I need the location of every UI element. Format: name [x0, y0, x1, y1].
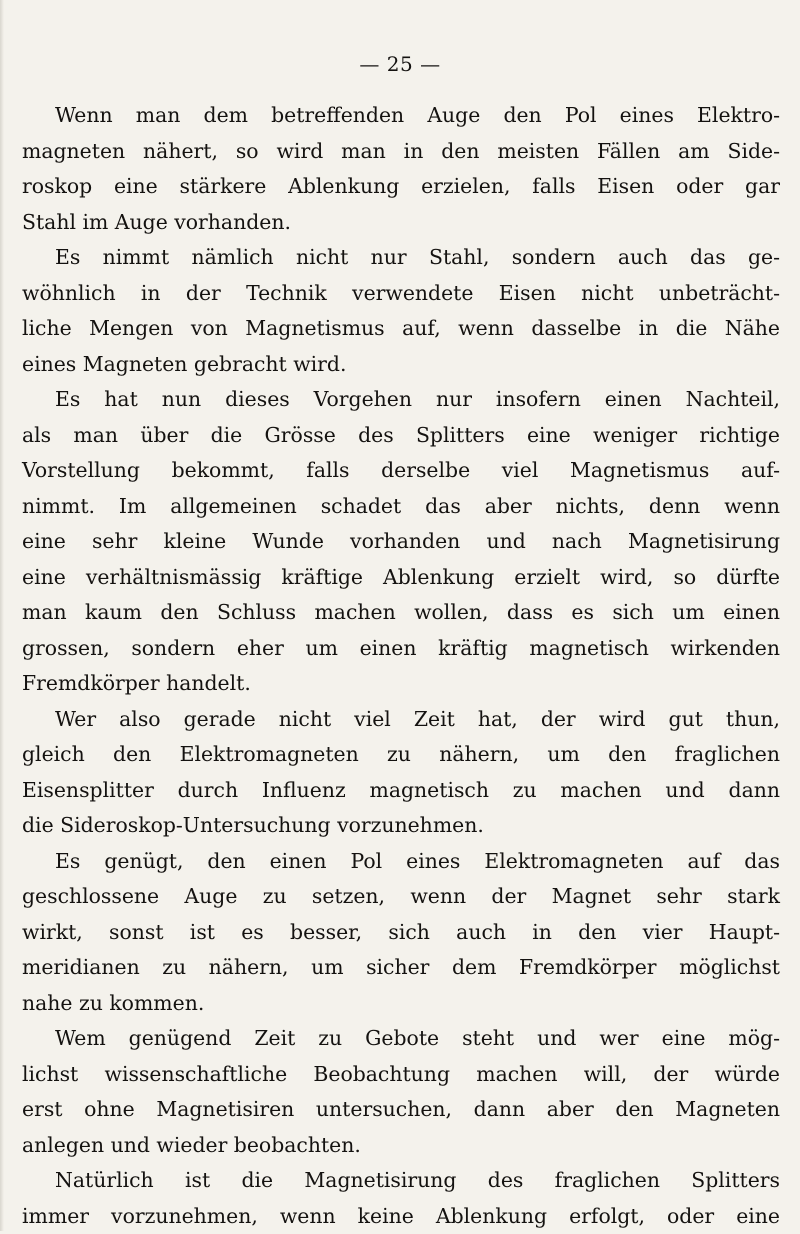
paragraph-7 — [22, 1163, 780, 1234]
text-line: Natürlich ist die Magnetisirung des fraglichen Splitters — [22, 1163, 780, 1199]
text-line: als man über die Grösse des Splitters eine weniger richtige — [22, 418, 780, 454]
text-line: Es genügt, den einen Pol eines Elektromagneten auf das — [22, 844, 780, 880]
text-line: grossen, sondern eher um einen kräftig magnetisch wirkenden — [22, 631, 780, 667]
text-line: lichst wissenschaftliche Beobachtung machen will, der würde — [22, 1057, 780, 1093]
text-line: Stahl im Auge vorhanden. — [22, 205, 780, 241]
paragraph-5 — [22, 844, 780, 1022]
text-line: magneten nähert, so wird man in den meisten Fällen am Side- — [22, 134, 780, 170]
body-text — [22, 98, 780, 1234]
text-line: geschlossene Auge zu setzen, wenn der Magnet sehr stark — [22, 879, 780, 915]
paragraph-4 — [22, 702, 780, 844]
text-line: nimmt. Im allgemeinen schadet das aber nichts, denn wenn — [22, 489, 780, 525]
text-line: Es nimmt nämlich nicht nur Stahl, sondern auch das ge- — [22, 240, 780, 276]
text-line: liche Mengen von Magnetismus auf, wenn dasselbe in die Nähe — [22, 311, 780, 347]
text-line: Fremdkörper handelt. — [22, 666, 780, 702]
paragraph-2 — [22, 240, 780, 382]
text-line: wöhnlich in der Technik verwendete Eisen nicht unbeträcht- — [22, 276, 780, 312]
text-line: meridianen zu nähern, um sicher dem Fremdkörper möglichst — [22, 950, 780, 986]
text-line: Wer also gerade nicht viel Zeit hat, der wird gut thun, — [22, 702, 780, 738]
text-line: eines Magneten gebracht wird. — [22, 347, 780, 383]
text-line: nahe zu kommen. — [22, 986, 780, 1022]
text-line: man kaum den Schluss machen wollen, dass es sich um einen — [22, 595, 780, 631]
text-line: Wem genügend Zeit zu Gebote steht und wer eine mög- — [22, 1021, 780, 1057]
text-line: Es hat nun dieses Vorgehen nur insofern einen Nachteil, — [22, 382, 780, 418]
paragraph-6 — [22, 1021, 780, 1163]
text-line: immer vorzunehmen, wenn keine Ablenkung erfolgt, oder eine — [22, 1199, 780, 1234]
text-line: wirkt, sonst ist es besser, sich auch in den vier Haupt- — [22, 915, 780, 951]
text-line: anlegen und wieder beobachten. — [22, 1128, 780, 1164]
text-line: roskop eine stärkere Ablenkung erzielen, falls Eisen oder gar — [22, 169, 780, 205]
text-line: Eisensplitter durch Influenz magnetisch zu machen und dann — [22, 773, 780, 809]
text-line: die Sideroskop-Untersuchung vorzunehmen. — [22, 808, 780, 844]
text-line: eine sehr kleine Wunde vorhanden und nach Magnetisirung — [22, 524, 780, 560]
text-line: gleich den Elektromagneten zu nähern, um den fraglichen — [22, 737, 780, 773]
text-line: Vorstellung bekommt, falls derselbe viel Magnetismus auf- — [22, 453, 780, 489]
text-line: Wenn man dem betreffenden Auge den Pol eines Elektro- — [22, 98, 780, 134]
page-edge-shadow — [0, 0, 4, 1231]
paragraph-3 — [22, 382, 780, 702]
text-line: eine verhältnismässig kräftige Ablenkung erzielt wird, so dürfte — [22, 560, 780, 596]
paragraph-1 — [22, 98, 780, 240]
page-number: — 25 — — [0, 52, 800, 76]
text-line: erst ohne Magnetisiren untersuchen, dann aber den Magneten — [22, 1092, 780, 1128]
